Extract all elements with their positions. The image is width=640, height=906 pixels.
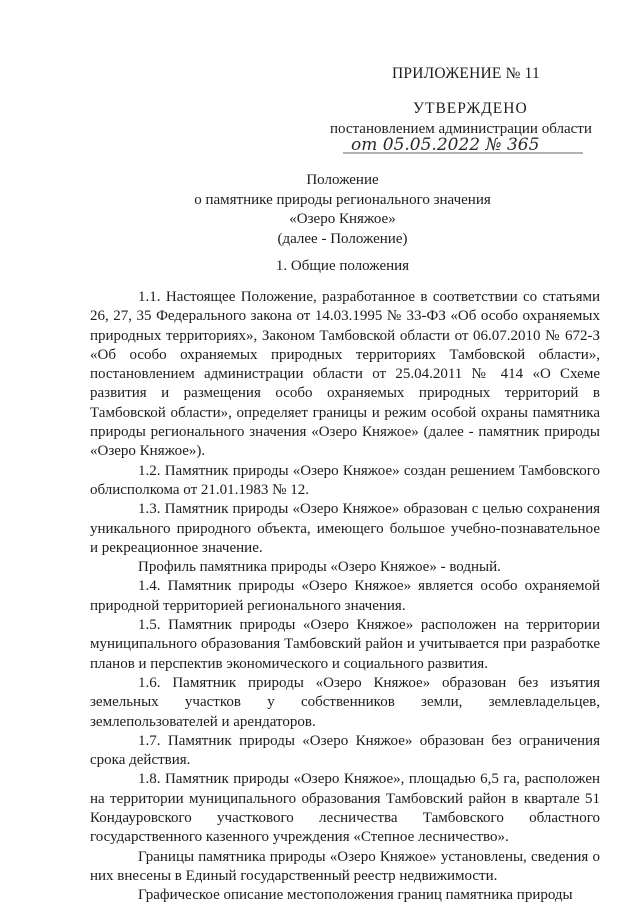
title-line-1: Положение <box>306 172 379 188</box>
body-text <box>90 288 600 906</box>
approved-stamp-text: УТВЕРЖДЕНО <box>413 100 528 117</box>
paragraph-1-8: 1.8. Памятник природы «Озеро Княжое», площадью 6,5 га, расположен на территории муниципального образования Тамбовский район в квартале 51 Кондауровского участкового лесничества Тамбовского областного государственного казенного учреждения «Степное лесничество». <box>90 771 600 846</box>
paragraph-1-3: 1.3. Памятник природы «Озеро Княжое» образован с целью сохранения уникального природного объекта, имеющего большое учебно-познавательное и рекреационное значение. <box>90 501 600 556</box>
paragraph-1-7: 1.7. Памятник природы «Озеро Княжое» образован без ограничения срока действия. <box>90 732 600 769</box>
handwritten-date-number <box>343 131 593 165</box>
paragraph-1-5: 1.5. Памятник природы «Озеро Княжое» расположен на территории муниципального образования Тамбовский район и учитывается при разработке планов и перспектив экономического и социального развития. <box>90 617 600 672</box>
section-heading: 1. Общие положения <box>275 258 410 274</box>
title-line-4: (далее - Положение) <box>277 230 408 247</box>
document-title <box>150 171 535 249</box>
paragraph-graphic-description: Графическое описание местоположения границ памятника природы <box>138 887 573 904</box>
handwritten-date-text: от 05.05.2022 № 365 <box>351 135 540 155</box>
title-line-3: «Озеро Княжое» <box>289 211 396 227</box>
paragraph-1-2: 1.2. Памятник природы «Озеро Княжое» создан решением Тамбовского облисполкома от 21.01.1983 № 12. <box>90 462 600 498</box>
paragraph-boundaries: Границы памятника природы «Озеро Княжое» установлены, сведения о них внесены в Единый государственный реестр недвижимости. <box>90 848 600 884</box>
title-line-2: о памятнике природы регионального значения <box>194 191 491 208</box>
paragraph-1-4: 1.4. Памятник природы «Озеро Княжое» является особо охраняемой природной территорией регионального значения. <box>90 578 600 614</box>
appendix-label: ПРИЛОЖЕНИЕ № 11 <box>392 65 541 82</box>
approved-by-text: постановлением администрации области <box>330 121 592 137</box>
paragraph-1-6: 1.6. Памятник природы «Озеро Княжое» образован без изъятия земельных участков у собственников земли, землевладельцев, землепользователей и арендаторов. <box>90 674 600 730</box>
paragraph-profile: Профиль памятника природы «Озеро Княжое» - водный. <box>138 559 501 576</box>
paragraph-1-1: 1.1. Настоящее Положение, разработанное в соответствии со статьями 26, 27, 35 Федерального закона от 14.03.1995 № 33-ФЗ «Об особо охраняемых природных территориях», Законом Тамбовской области от 06.07.2010 № 672-З «Об особо охраняемых природных территориях Тамбовской области», постановлением администрации области от 25.04.2011 № 414 «О Схеме развития и размещения особо охраняемых природных территорий в Тамбовской области», определяет границы и режим особой охраны памятника природы регионального значения «Озеро Княжое» (далее - памятник природы «Озеро Княжое»). <box>90 289 600 460</box>
